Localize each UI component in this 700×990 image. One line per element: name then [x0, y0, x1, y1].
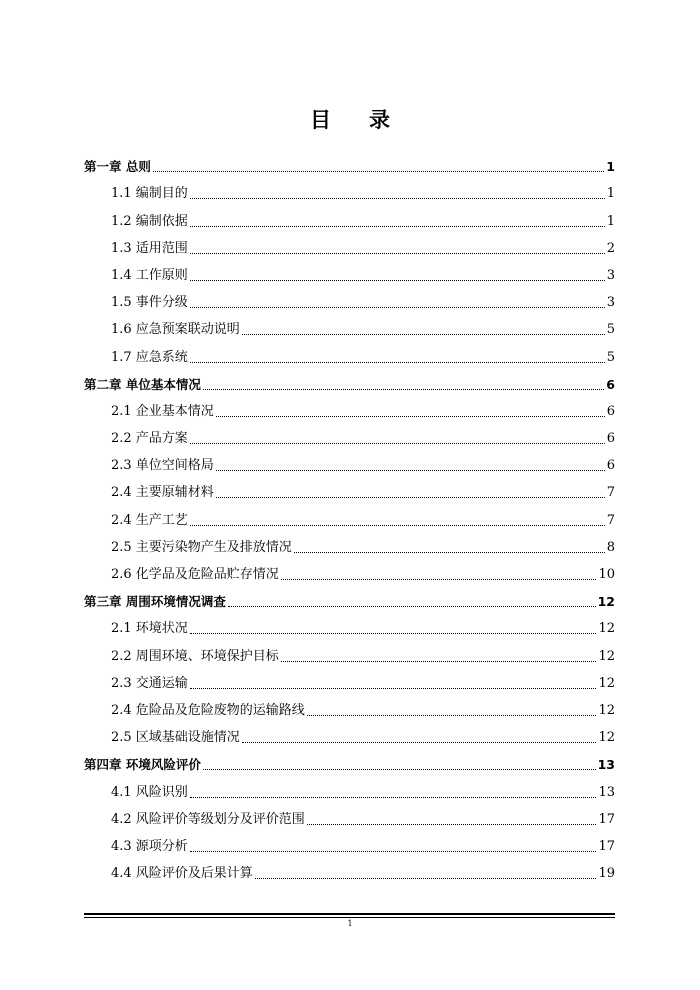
toc-chapter-entry[interactable]	[84, 148, 615, 175]
toc-dot-leader	[190, 632, 597, 634]
toc-entry-page: 17	[598, 811, 615, 827]
toc-dot-leader	[153, 170, 604, 172]
toc-entry-page: 12	[598, 702, 615, 718]
toc-dot-leader	[216, 496, 605, 498]
toc-entry-label: 4.1 风险识别	[111, 784, 188, 800]
toc-entry-label: 第三章 周围环境情况调查	[84, 594, 226, 610]
toc-entry-label: 1.2 编制依据	[111, 213, 188, 229]
toc-section-entry[interactable]	[84, 393, 615, 420]
toc-entry-label: 第一章 总则	[84, 159, 151, 175]
toc-entry-page: 3	[606, 295, 615, 311]
toc-dot-leader	[190, 225, 605, 227]
toc-section-entry[interactable]	[84, 202, 615, 229]
toc-section-entry[interactable]	[84, 257, 615, 284]
toc-entry-page: 7	[606, 512, 615, 528]
toc-entry-page: 8	[606, 539, 615, 555]
toc-dot-leader	[190, 524, 605, 526]
toc-entry-page: 12	[598, 621, 615, 637]
toc-dot-leader	[190, 279, 605, 281]
toc-entry-label: 2.4 生产工艺	[111, 512, 188, 528]
toc-section-entry[interactable]	[84, 665, 615, 692]
toc-dot-leader	[203, 768, 596, 770]
toc-entry-page: 5	[606, 349, 615, 365]
toc-entry-page: 6	[606, 431, 615, 447]
toc-dot-leader	[307, 823, 597, 825]
toc-entry-label: 2.3 单位空间格局	[111, 458, 214, 474]
toc-dot-leader	[242, 741, 597, 743]
toc-entry-page: 2	[606, 240, 615, 256]
toc-entry-page: 12	[597, 594, 615, 610]
toc-entry-label: 2.1 环境状况	[111, 621, 188, 637]
toc-dot-leader	[242, 333, 605, 335]
toc-dot-leader	[190, 197, 605, 199]
toc-entry-page: 12	[598, 730, 615, 746]
toc-dot-leader	[281, 578, 597, 580]
toc-section-entry[interactable]	[84, 556, 615, 583]
toc-chapter-entry[interactable]	[84, 746, 615, 773]
toc-entry-label: 2.1 企业基本情况	[111, 403, 214, 419]
toc-entry-label: 2.4 危险品及危险废物的运输路线	[111, 702, 305, 718]
toc-dot-leader	[190, 306, 605, 308]
toc-dot-leader	[190, 850, 597, 852]
toc-entry-label: 1.1 编制目的	[111, 186, 188, 202]
page-title	[0, 104, 700, 134]
toc-entry-page: 1	[606, 213, 615, 229]
toc-dot-leader	[190, 361, 605, 363]
toc-entry-label: 第二章 单位基本情况	[84, 376, 201, 392]
toc-entry-label: 1.7 应急系统	[111, 349, 188, 365]
toc-dot-leader	[307, 714, 597, 716]
toc-entry-label: 2.5 主要污染物产生及排放情况	[111, 539, 292, 555]
toc-dot-leader	[281, 660, 597, 662]
toc-section-entry[interactable]	[84, 801, 615, 828]
toc-section-entry[interactable]	[84, 529, 615, 556]
toc-dot-leader	[190, 252, 605, 254]
toc-section-entry[interactable]	[84, 610, 615, 637]
footer-rule-thick	[84, 913, 615, 915]
toc-section-entry[interactable]	[84, 338, 615, 365]
title-left-char: 目	[310, 107, 331, 132]
toc-entry-page: 6	[606, 458, 615, 474]
toc-section-entry[interactable]	[84, 773, 615, 800]
toc-chapter-entry[interactable]	[84, 366, 615, 393]
toc-entry-page: 5	[606, 322, 615, 338]
toc-entry-label: 4.2 风险评价等级划分及评价范围	[111, 811, 305, 827]
toc-entry-label: 1.6 应急预案联动说明	[111, 322, 240, 338]
toc-entry-page: 13	[597, 757, 615, 773]
toc-entry-page: 17	[598, 838, 615, 854]
toc-entry-label: 第四章 环境风险评价	[84, 757, 201, 773]
toc-section-entry[interactable]	[84, 230, 615, 257]
toc-entry-page: 7	[606, 485, 615, 501]
toc-entry-page: 1	[606, 186, 615, 202]
toc-entry-page: 3	[606, 267, 615, 283]
toc-dot-leader	[255, 877, 597, 879]
toc-section-entry[interactable]	[84, 284, 615, 311]
toc-entry-label: 4.3 源项分析	[111, 838, 188, 854]
toc-section-entry[interactable]	[84, 447, 615, 474]
toc-entry-page: 12	[598, 675, 615, 691]
toc-entry-label: 1.3 适用范围	[111, 240, 188, 256]
toc-entry-label: 1.5 事件分级	[111, 295, 188, 311]
toc-section-entry[interactable]	[84, 692, 615, 719]
toc-section-entry[interactable]	[84, 637, 615, 664]
toc-entry-label: 2.5 区域基础设施情况	[111, 730, 240, 746]
toc-entry-page: 6	[606, 403, 615, 419]
toc-section-entry[interactable]	[84, 311, 615, 338]
toc-section-entry[interactable]	[84, 420, 615, 447]
toc-entry-label: 1.4 工作原则	[111, 267, 188, 283]
toc-dot-leader	[228, 605, 596, 607]
toc-dot-leader	[294, 551, 605, 553]
toc-dot-leader	[203, 388, 604, 390]
title-right-char: 录	[369, 107, 390, 132]
toc-section-entry[interactable]	[84, 855, 615, 882]
toc-entry-label: 4.4 风险评价及后果计算	[111, 866, 253, 882]
toc-entry-page: 10	[598, 567, 615, 582]
toc-entry-label: 2.4 主要原辅材料	[111, 485, 214, 501]
toc-section-entry[interactable]	[84, 501, 615, 528]
toc-entry-page: 12	[598, 648, 615, 664]
toc-entry-label: 2.3 交通运输	[111, 675, 188, 691]
toc-dot-leader	[190, 687, 597, 689]
toc-section-entry[interactable]	[84, 828, 615, 855]
toc-entry-page: 19	[598, 866, 615, 882]
toc-entry-label: 2.6 化学品及危险品贮存情况	[111, 567, 279, 582]
toc-section-entry[interactable]	[84, 474, 615, 501]
table-of-contents	[84, 148, 615, 882]
toc-entry-label: 2.2 产品方案	[111, 431, 188, 447]
toc-entry-page: 1	[606, 159, 615, 175]
footer-rule-thin	[84, 917, 615, 918]
page-number: 1	[347, 919, 353, 928]
toc-entry-page: 13	[598, 784, 615, 800]
toc-chapter-entry[interactable]	[84, 583, 615, 610]
toc-entry-page: 6	[606, 376, 615, 392]
toc-dot-leader	[190, 442, 605, 444]
toc-entry-label: 2.2 周围环境、环境保护目标	[111, 648, 279, 664]
toc-dot-leader	[216, 415, 605, 417]
toc-section-entry[interactable]	[84, 719, 615, 746]
toc-section-entry[interactable]	[84, 175, 615, 202]
toc-dot-leader	[190, 796, 597, 798]
toc-dot-leader	[216, 469, 605, 471]
